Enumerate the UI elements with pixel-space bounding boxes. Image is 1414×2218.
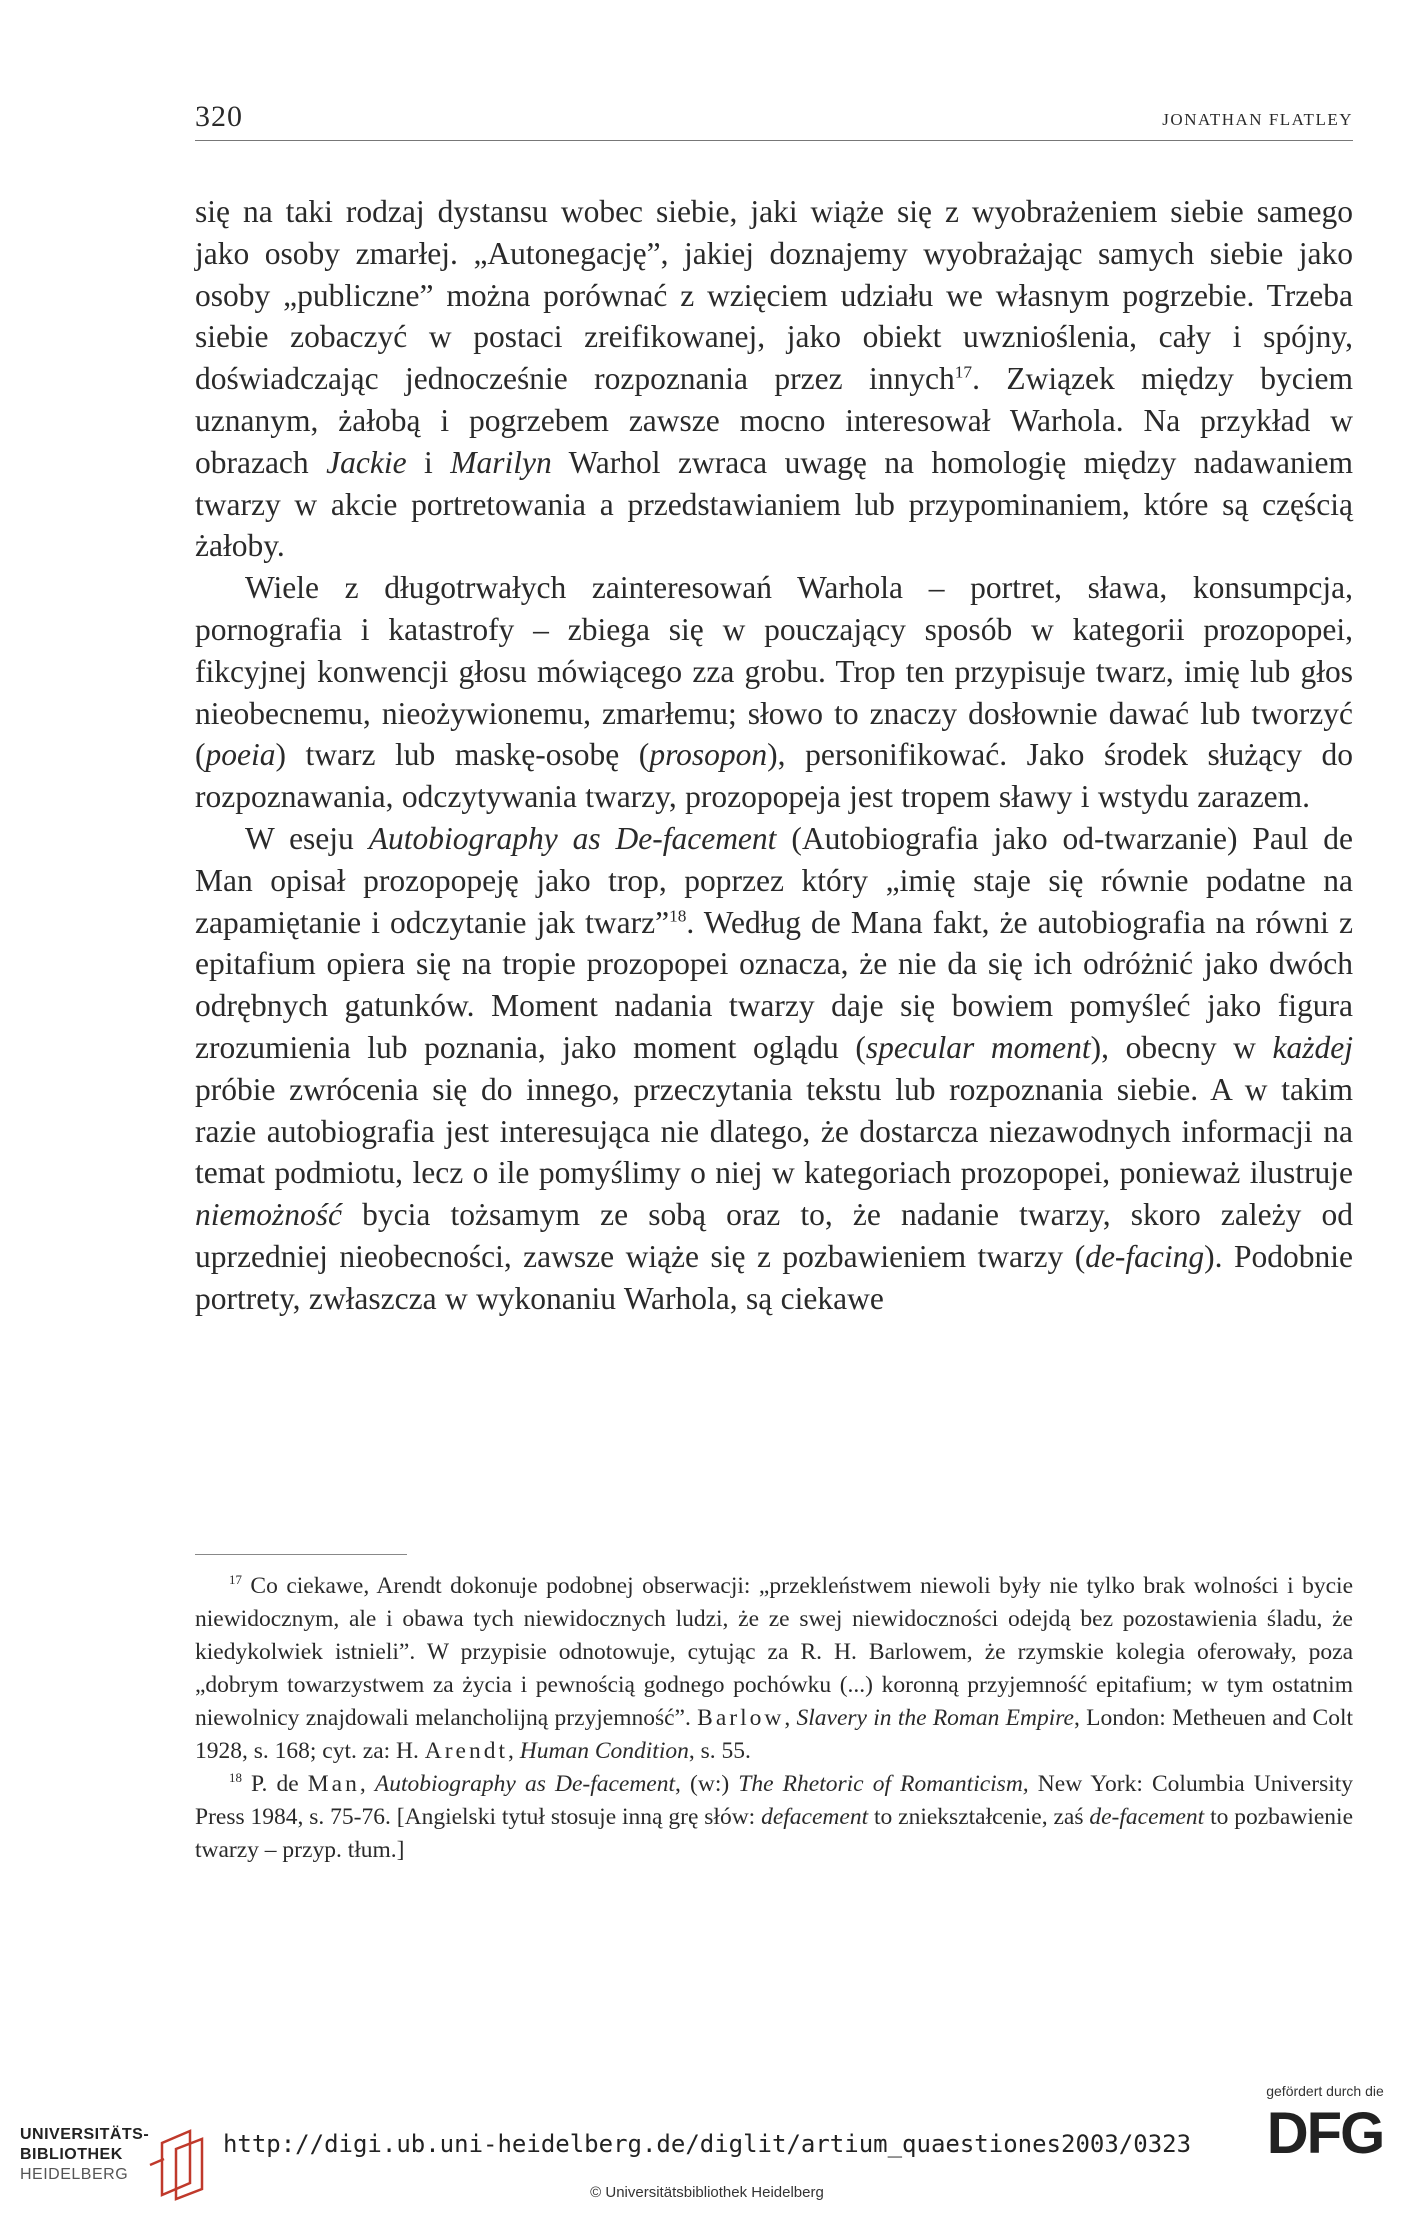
footnote: $^{17}$ Co ciekawe, Arendt dokonuje podobnej obserwacji: „przekleństwem niewoli były nie tylko brak wolności i bycie niewidocznym, ale i obawa tych niewidocznych ludzi, że ze swej niewidoczności odejdą bez pozostawienia śladu, że kiedykolwiek istnieli”. W przypisie odnotowuje, cytując za R. H. Barlowem, że rzymskie kolegia oferowały, poza „dobrym towarzystwem za życia i pewnością godnego pochówku (...) koronną przyjemność epitafium; w tym ostatnim niewolnicy znajdowali melancholijną przyjemność”. Barlow, Slavery in the Roman Empire, London: Metheuen and Colt 1928, s. 168; cyt. za: H. Arendt, Human Condition, s. 55. [195,1572,1354,1764]
footnotes [195,1570,1353,1867]
page-header [195,100,1353,141]
copyright-notice: © Universitätsbibliothek Heidelberg [590,2184,824,2201]
paragraph: się na taki rodzaj dystansu wobec siebie, jaki wiąże się z wyobrażeniem siebie samego jako osoby zmarłej. „Autonegację”, jakiej doznajemy wyobrażając samych siebie jako osoby „publiczne” można porównać z wzięciem udziału we własnym pogrzebie. Trzeba siebie zobaczyć w postaci zreifikowanej, jako obiekt uwznioślenia, cały i spójny, doświadczając jednocześnie rozpoznania przez innych$^{17}$. Związek między byciem uznanym, żałobą i pogrzebem zawsze mocno interesował Warhola. Na przykład w obrazach Jackie i Marilyn Warhol zwraca uwagę na homologię między nadawaniem twarzy w akcie portretowania a przedstawianiem lub przypominaniem, które są częścią żałoby. [195,194,1353,564]
digitization-footer [0,2075,1414,2218]
footnote-ref[interactable]: 17 [954,362,973,382]
footnote: $^{18}$ P. de Man, Autobiography as De-facement, (w:) The Rhetoric of Romanticism, New York: Columbia University Press 1984, s. 75-76. [Angielski tytuł stosuje inną grę słów: defacement to zniekształcenie, zaś de-facement to pozbawienie twarzy – przyp. tłum.] [195,1770,1354,1863]
library-logo[interactable]: UNIVERSITÄTS- BIBLIOTHEK HEIDELBERG [20,2125,230,2205]
funder-logo[interactable]: gefördert durch die DFG [1255,2083,1395,2203]
paragraph: W eseju Autobiography as De-facement (Autobiografia jako od-twarzanie) Paul de Man opisał prozopopeję jako trop, poprzez który „imię staje się równie podatne na zapamiętanie i odczytanie jak twarz”$^{18}$. Według de Mana fakt, że autobiografia na równi z epitafium opiera się na tropie prozopopei oznacza, że nie da się ich odróżnić jako dwóch odrębnych gatunków. Moment nadania twarzy daje się bowiem pomyśleć jako figura zrozumienia lub poznania, jako moment oglądu (specular moment), obecny w każdej próbie zwrócenia się do innego, przeczytania tekstu lub rozpoznania siebie. A w takim razie autobiografia jest interesująca nie dlatego, że dostarcza niezawodnych informacji na temat podmiotu, lecz o ile pomyślimy o niej w kategoriach prozopopei, ponieważ ilustruje niemożność bycia tożsamym ze sobą oraz to, że nadanie twarzy, skoro zależy od uprzedniej nieobecności, zawsze wiąże się z pozbawieniem twarzy (de-facing). Podobnie portrety, zwłaszcza w wykonaniu Warhola, są ciekawe [195,820,1354,1316]
footnote-ref[interactable]: 18 [669,906,687,926]
page-number: 320 [195,100,243,133]
footnote-separator [195,1554,407,1555]
dfg-logo-mark: DFG [1266,2101,1384,2166]
main-text [195,191,1353,1320]
document-url-link[interactable]: http://digi.ub.uni-heidelberg.de/diglit/artium_quaestiones2003/0323 [222,2130,1192,2158]
running-head: JONATHAN FLATLEY [1162,110,1353,129]
paragraph: Wiele z długotrwałych zainteresowań Warhola – portret, sława, konsumpcja, pornografia i katastrofy – zbiega się w pouczający sposób w kategorii prozopopei, fikcyjnej konwencji głosu mówiącego zza grobu. Trop ten przypisuje twarz, imię lub głos nieobecnemu, nieożywionemu, zmarłemu; słowo to znaczy dosłownie dawać lub tworzyć (poeia) twarz lub maskę-osobę (prosopon), personifikować. Jako środek służący do rozpoznawania, odczytywania twarzy, prozopopeja jest tropem sławy i wstydu zarazem. [195,570,1353,815]
